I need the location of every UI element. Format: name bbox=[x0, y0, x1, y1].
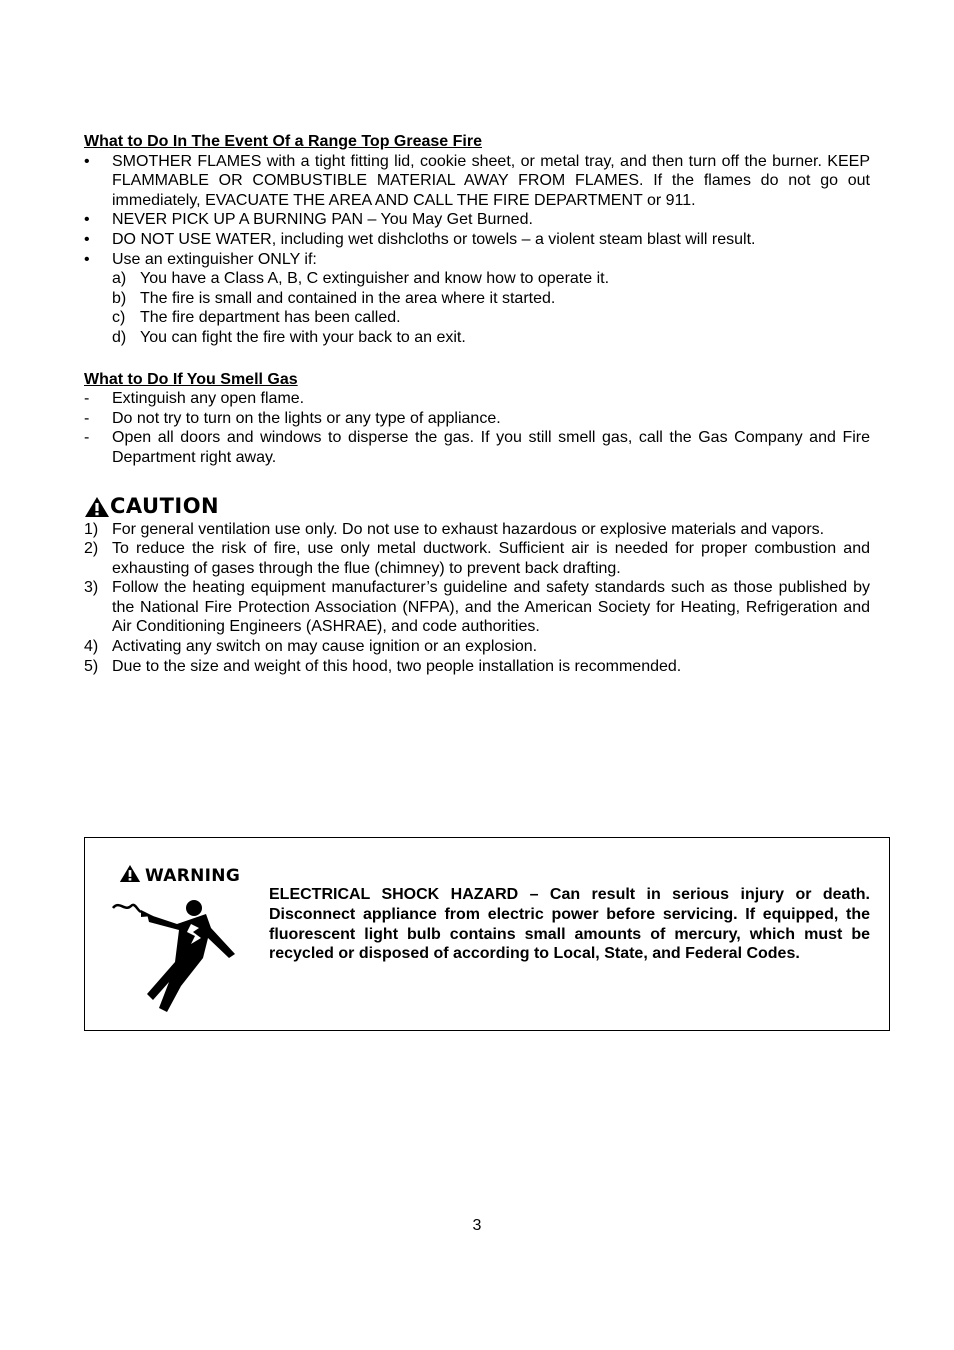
grease-fire-list bbox=[84, 152, 870, 348]
dash-marker: - bbox=[84, 409, 90, 427]
sub-item: a) You have a Class A, B, C extinguisher and know how to operate it. bbox=[112, 270, 610, 288]
bullet-marker: • bbox=[84, 211, 90, 229]
electric-shock-icon bbox=[111, 898, 241, 1022]
electrical-warning-box bbox=[84, 837, 890, 1031]
smell-gas-heading: What to Do If You Smell Gas bbox=[84, 370, 298, 388]
list-item: - Do not try to turn on the lights or any type of appliance. bbox=[84, 409, 501, 427]
list-item: • DO NOT USE WATER, including wet dishcloths or towels – a violent steam blast will result. bbox=[84, 230, 756, 248]
page-content bbox=[84, 132, 870, 676]
warning-label: WARNING bbox=[145, 865, 241, 886]
warning-triangle-icon bbox=[119, 864, 141, 889]
list-item: - Open all doors and windows to disperse the gas. If you still smell gas, call the Gas Company and Fire Department right away. bbox=[84, 429, 870, 466]
bullet-marker: • bbox=[84, 250, 90, 268]
list-item: • SMOTHER FLAMES with a tight fitting lid, cookie sheet, or metal tray, and then turn off the burner. KEEP FLAMMABLE OR COMBUSTIBLE MATERIAL AWAY FROM FLAMES. If the flames do not go out immediately, EVACUATE THE AREA AND CALL THE FIRE DEPARTMENT or 911. bbox=[84, 152, 870, 209]
bullet-marker: • bbox=[84, 230, 90, 248]
sub-item: b) The fire is small and contained in the area where it started. bbox=[112, 289, 556, 307]
sub-item: d) You can fight the fire with your back to an exit. bbox=[112, 328, 466, 346]
page-number: 3 bbox=[472, 1217, 482, 1234]
list-item: 1) For general ventilation use only. Do not use to exhaust hazardous or explosive materials and vapors. bbox=[84, 520, 825, 538]
list-item: 5) Due to the size and weight of this hood, two people installation is recommended. bbox=[84, 657, 682, 675]
caution-header bbox=[84, 494, 870, 520]
warning-header bbox=[119, 864, 240, 889]
caution-label: CAUTION bbox=[110, 493, 220, 518]
dash-marker: - bbox=[84, 429, 90, 447]
bullet-marker: • bbox=[84, 152, 90, 170]
list-item: 3) Follow the heating equipment manufacturer’s guideline and safety standards such as those published by the National Fire Protection Association (NFPA), and the American Society for Heating, Refrigeration and Air Conditioning Engineers (ASHRAE), and code authorities. bbox=[84, 579, 870, 636]
smell-gas-list bbox=[84, 389, 870, 467]
caution-list bbox=[84, 520, 870, 677]
sub-item: c) The fire department has been called. bbox=[112, 309, 401, 327]
list-item: • Use an extinguisher ONLY if: bbox=[84, 250, 317, 268]
dash-marker: - bbox=[84, 390, 90, 408]
list-item: - Extinguish any open flame. bbox=[84, 390, 305, 408]
grease-fire-heading: What to Do In The Event Of a Range Top Grease Fire bbox=[84, 133, 482, 150]
warning-text: ELECTRICAL SHOCK HAZARD – Can result in serious injury or death. Disconnect appliance from electric power before servicing. If equipped, the fluorescent light bulb contains small amounts of mercury, which must be recycled or disposed of according to Local, State, and Federal Codes. bbox=[269, 886, 870, 963]
list-item: 2) To reduce the risk of fire, use only metal ductwork. Sufficient air is needed for proper combustion and exhausting of gases through the flue (chimney) to prevent back drafting. bbox=[84, 540, 870, 577]
list-item: 4) Activating any switch on may cause ignition or an explosion. bbox=[84, 638, 538, 656]
list-item: • NEVER PICK UP A BURNING PAN – You May Get Burned. bbox=[84, 211, 533, 229]
warning-triangle-icon bbox=[84, 496, 110, 518]
